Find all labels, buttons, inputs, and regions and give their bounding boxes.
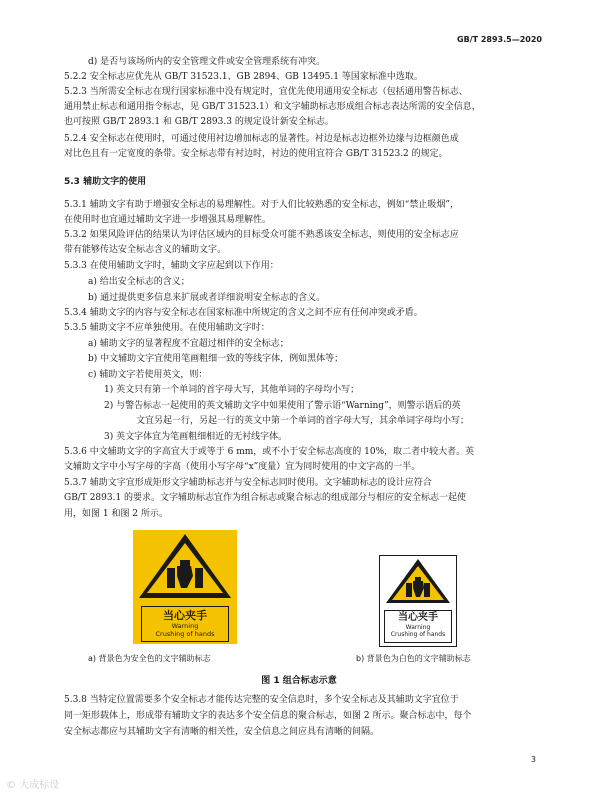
clause-5-2-2: 5.2.2 安全标志应优先从 GB/T 31523.1、GB 2894、GB 13495.1 等国家标准中选取。 — [64, 72, 423, 82]
warning-crush-hands-icon — [380, 556, 456, 606]
text-line: 在使用时也宜通过辅助文字进一步增强其易理解性。 — [64, 215, 272, 225]
list-item: a) 辅助文字的显著程度不宜超过相伴的安全标志； — [88, 339, 289, 349]
text-line: 用，如图 1 和图 2 所示。 — [64, 509, 168, 519]
combined-sign-white — [379, 555, 457, 647]
clause-5-3-8: 5.3.8 当特定位置需要多个安全标志才能传达完整的安全信息时，多个安全标志及其辅助文字宜位于 — [64, 695, 459, 705]
clause-5-3-2: 5.3.2 如果风险评估的结果认为评估区域内的目标受众可能不熟悉该安全标志，则使用的安全标志应 — [64, 230, 459, 240]
clause-5-2-3: 5.2.3 当所需安全标志在现行国家标准中没有规定时，宜优先使用通用安全标志（包括通用警告标志、 — [64, 87, 468, 97]
warning-crush-hands-icon — [133, 530, 237, 602]
clause-5-3-1: 5.3.1 辅助文字有助于增强安全标志的易理解性。对于人们比较熟悉的安全标志，例如“禁止吸烟”， — [64, 200, 459, 210]
text-line: 文辅助文字中小写字母的字高（使用小写字母“x”度量）宜为同时使用的中文字高的一半。 — [64, 462, 421, 472]
text-line: 通用禁止标志和通用指令标志，见 GB/T 31523.1）和文字辅助标志形成组合标志表达所需的安全信息， — [64, 102, 481, 112]
text-line: 带有能够传达安全标志含义的辅助文字。 — [64, 245, 227, 255]
sign-en-text: Crushing of hands — [155, 630, 215, 638]
section-5-3-heading: 5.3 辅助文字的使用 — [64, 177, 147, 187]
standard-code: GB/T 2893.5—2020 — [457, 35, 542, 44]
clause-5-3-4: 5.3.4 辅助文字的内容与安全标志在国家标准中所规定的含义之间不应有任何冲突或矛盾。 — [64, 308, 423, 318]
list-item: a) 给出安全标志的含义； — [88, 277, 190, 287]
list-item: b) 中文辅助文字宜使用笔画粗细一致的等线字体，例如黑体等； — [88, 354, 344, 364]
clause-5-3-5: 5.3.5 辅助文字不应单独使用。在使用辅助文字时： — [64, 323, 270, 333]
figure-caption-b: b) 背景色为白色的文字辅助标志 — [356, 654, 471, 663]
watermark: © 大成标设 — [6, 780, 60, 791]
figure-caption-a: a) 背景色为安全色的文字辅助标志 — [88, 654, 211, 663]
clause-5-2-4: 5.2.4 安全标志在使用时，可通过使用衬边增加标志的显著性。衬边是标志边框外边缘与边框颜色成 — [64, 134, 459, 144]
text-auxiliary-sign — [141, 606, 229, 642]
sub-list-item: 1) 英文只有第一个单词的首字母大写，其他单词的字母均小写； — [104, 385, 360, 395]
text-line: d) 是否与该场所内的安全管理文件或安全管理系统有冲突。 — [88, 57, 326, 67]
text-line: 也可按照 GB/T 2893.1 和 GB/T 2893.3 的规定设计新安全标志。 — [64, 117, 334, 127]
sub-list-item: 3) 英文字体宜为笔画粗细相近的无衬线字体。 — [104, 432, 288, 442]
text-line: 文宜另起一行，另起一行的英文中第一个单词的首字母大写，其余单词字母均小写； — [136, 416, 470, 426]
text-line: 同一矩形载体上，形成带有辅助文字的表达多个安全信息的聚合标志，如图 2 所示。聚合标志中，每个 — [64, 711, 472, 721]
sign-en-text: Warning — [171, 622, 199, 630]
clause-5-3-6: 5.3.6 中文辅助文字的字高宜大于或等于 6 mm，或不小于安全标志高度的 10%，取二者中较大者。英 — [64, 447, 475, 457]
figure-title: 图 1 组合标志示意 — [261, 676, 337, 686]
sign-zh-text: 当心夹手 — [163, 609, 207, 622]
list-item: c) 辅助文字若使用英文，则： — [88, 370, 208, 380]
clause-5-3-3: 5.3.3 在使用辅助文字时，辅助文字应起到以下作用： — [64, 261, 279, 271]
sign-en-text: Warning — [405, 624, 431, 631]
sign-zh-text: 当心夹手 — [398, 612, 438, 623]
sub-list-item: 2) 与警告标志一起使用的英文辅助文字中如果使用了警示语“Warning”，则警示语后的英 — [104, 401, 461, 411]
text-line: GB/T 2893.1 的要求。文字辅助标志宜作为组合标志或聚合标志的组成部分与相应的安全标志一起使 — [64, 493, 467, 503]
text-line: 安全标志都应与其辅助文字有清晰的相关性，安全信息之间应具有清晰的间隔。 — [64, 727, 380, 737]
page-number: 3 — [530, 755, 536, 764]
list-item: b) 通过提供更多信息来扩展或者详细说明安全标志的含义。 — [88, 293, 326, 303]
text-auxiliary-sign — [384, 610, 452, 643]
sign-en-text: Crushing of hands — [390, 631, 446, 638]
combined-sign-yellow — [133, 530, 237, 644]
text-line: 对比色且有一定宽度的条带。安全标志带有衬边时，衬边的使用宜符合 GB/T 31523.2 的规定。 — [64, 149, 448, 159]
clause-5-3-7: 5.3.7 辅助文字宜形成矩形文字辅助标志并与安全标志同时使用。文字辅助标志的设计应符合 — [64, 478, 432, 488]
